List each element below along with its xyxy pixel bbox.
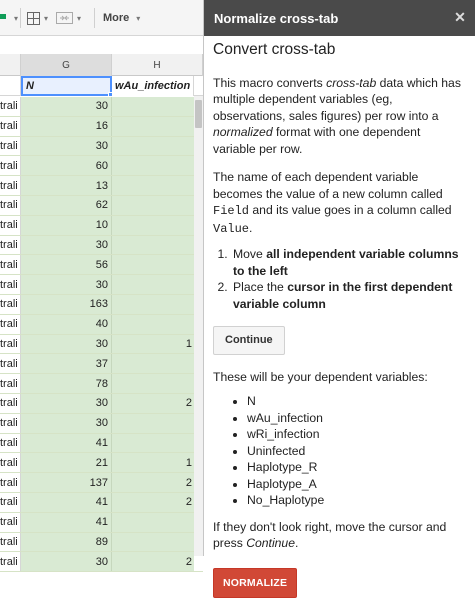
field-text: . (249, 221, 252, 235)
scrollbar-thumb[interactable] (195, 100, 202, 128)
cell-g[interactable]: 41 (21, 434, 112, 453)
table-row (0, 354, 203, 374)
table-row (0, 394, 203, 414)
variable-item: • wRi_infection (247, 426, 466, 443)
intro-text: format with one dependent variable per row. (213, 125, 420, 156)
variable-item: • No_Haplotype (247, 492, 466, 509)
paint-format-button[interactable] (0, 9, 18, 27)
field-code: Field (213, 204, 249, 218)
table-row (0, 414, 203, 434)
variables-intro: These will be your dependent variables: (213, 369, 466, 386)
step-text: Place the (233, 280, 287, 294)
table-row (0, 196, 203, 216)
active-cell-g[interactable]: N (21, 76, 112, 96)
cell-h[interactable] (112, 255, 194, 274)
cell-h[interactable] (112, 97, 194, 116)
table-row (0, 97, 203, 117)
table-row (0, 533, 203, 553)
step-strong: all independent variable columns to the left (233, 247, 459, 278)
normalize-button[interactable]: NORMALIZE (213, 568, 297, 598)
outro-text: . (295, 536, 298, 550)
cell-f[interactable]: trali (0, 414, 21, 433)
cell-f[interactable]: trali (0, 196, 21, 215)
more-label: More (103, 12, 129, 24)
cell-h[interactable]: 2 (112, 552, 194, 571)
intro-emphasis-cross-tab: cross-tab (326, 76, 376, 90)
step-item (231, 246, 466, 279)
table-row (0, 473, 203, 493)
cell-h[interactable]: 1 (112, 335, 194, 354)
cell-f[interactable]: trali (0, 473, 21, 492)
cell-h[interactable] (112, 156, 194, 175)
paint-bucket-icon (0, 12, 10, 24)
table-row (0, 335, 203, 355)
cell-f[interactable]: trali (0, 295, 21, 314)
data-rows (0, 97, 203, 572)
step-text: Move (233, 247, 266, 261)
cell-g[interactable]: 41 (21, 513, 112, 532)
cell-h[interactable]: 2 (112, 394, 194, 413)
cell-h[interactable] (112, 414, 194, 433)
step-item (231, 279, 466, 312)
cell-f[interactable]: trali (0, 533, 21, 552)
column-header-f[interactable] (0, 54, 21, 76)
outro-emphasis: Continue (246, 536, 295, 550)
sidebar-header-title: Normalize cross-tab (214, 11, 338, 26)
cell-f[interactable]: trali (0, 335, 21, 354)
table-row (0, 493, 203, 513)
table-row (0, 374, 203, 394)
table-row (0, 315, 203, 335)
variables-list (247, 393, 466, 509)
table-row (0, 255, 203, 275)
cell-g[interactable]: 30 (21, 335, 112, 354)
borders-icon (27, 12, 40, 25)
intro-emphasis-normalized: normalized (213, 125, 273, 139)
field-value-paragraph (213, 169, 466, 237)
table-row (0, 513, 203, 533)
table-row (0, 176, 203, 196)
cell-f[interactable]: trali (0, 434, 21, 453)
cell-h-header[interactable]: wAu_infection (112, 76, 194, 96)
sidebar (203, 0, 475, 556)
borders-button[interactable] (27, 9, 48, 27)
cell-g[interactable]: 41 (21, 493, 112, 512)
cell-g[interactable]: 137 (21, 473, 112, 492)
cell-f[interactable]: trali (0, 374, 21, 393)
toolbar-divider (94, 8, 95, 28)
cell-g[interactable]: 30 (21, 137, 112, 156)
cell-h[interactable] (112, 117, 194, 136)
toolbar-divider (20, 8, 21, 28)
continue-button[interactable]: Continue (213, 326, 285, 355)
cell-f[interactable]: trali (0, 117, 21, 136)
column-header-h[interactable]: H (112, 54, 203, 76)
header-data-row (0, 76, 203, 96)
table-row (0, 216, 203, 236)
cell-g[interactable]: 30 (21, 236, 112, 255)
outro-paragraph (213, 519, 466, 552)
vertical-scrollbar[interactable] (194, 96, 203, 556)
variable-item: • Haplotype_R (247, 459, 466, 476)
cell-f[interactable]: trali (0, 236, 21, 255)
field-text: The name of each dependent variable becomes the value of a new column called (213, 170, 443, 201)
cell-f-header[interactable] (0, 76, 21, 96)
cell-g[interactable]: 78 (21, 374, 112, 393)
cell-f[interactable]: trali (0, 137, 21, 156)
cell-f[interactable]: trali (0, 216, 21, 235)
cell-g[interactable]: 89 (21, 533, 112, 552)
cell-g[interactable]: 10 (21, 216, 112, 235)
table-row (0, 453, 203, 473)
cell-h[interactable] (112, 374, 194, 393)
intro-paragraph (213, 75, 466, 158)
close-icon[interactable]: ✕ (453, 10, 467, 24)
table-row (0, 156, 203, 176)
cell-g[interactable]: 40 (21, 315, 112, 334)
cell-h[interactable]: 2 (112, 493, 194, 512)
cell-h[interactable] (112, 434, 194, 453)
variable-item: • N (247, 393, 466, 410)
outro-text: If they don't look right, move the cursor and press (213, 520, 446, 551)
sidebar-title: Convert cross-tab (213, 42, 466, 59)
cell-h[interactable] (112, 216, 194, 235)
chevron-down-icon: ▾ (136, 14, 140, 23)
spreadsheet (0, 0, 203, 556)
table-row (0, 117, 203, 137)
variable-item: • Uninfected (247, 443, 466, 460)
cell-h[interactable] (112, 354, 194, 373)
cell-f[interactable]: trali (0, 97, 21, 116)
cell-f[interactable]: trali (0, 275, 21, 294)
step-strong: cursor in the first dependent variable column (233, 280, 452, 311)
cell-g[interactable]: 16 (21, 117, 112, 136)
cell-f[interactable]: trali (0, 156, 21, 175)
merge-cells-icon (56, 12, 73, 24)
cell-g[interactable]: 30 (21, 552, 112, 571)
cell-f[interactable]: trali (0, 176, 21, 195)
intro-text: data which has multiple dependent variables (eg, observations, sales figures) per row into a (213, 76, 461, 123)
cell-g[interactable]: 30 (21, 394, 112, 413)
table-row (0, 137, 203, 157)
cell-g[interactable]: 62 (21, 196, 112, 215)
cell-g[interactable]: 56 (21, 255, 112, 274)
merge-cells-button[interactable] (56, 9, 81, 27)
cell-f[interactable]: trali (0, 255, 21, 274)
table-row (0, 236, 203, 256)
cell-h[interactable]: 2 (112, 473, 194, 492)
cell-h[interactable] (112, 513, 194, 532)
cell-g[interactable]: 30 (21, 97, 112, 116)
cell-f[interactable]: trali (0, 552, 21, 571)
cell-g[interactable]: 30 (21, 275, 112, 294)
cell-g[interactable]: 163 (21, 295, 112, 314)
intro-text: This macro converts (213, 76, 326, 90)
chevron-down-icon: ▾ (44, 14, 48, 23)
table-row (0, 295, 203, 315)
cell-f[interactable]: trali (0, 453, 21, 472)
cell-h[interactable] (112, 275, 194, 294)
cell-g[interactable]: 60 (21, 156, 112, 175)
cell-h[interactable] (112, 315, 194, 334)
cell-g[interactable]: 21 (21, 453, 112, 472)
field-text: and its value goes in a column called (249, 203, 452, 217)
cell-h[interactable] (112, 137, 194, 156)
instruction-steps (231, 246, 466, 312)
table-row (0, 434, 203, 454)
cell-h[interactable] (112, 176, 194, 195)
cell-g[interactable]: 30 (21, 414, 112, 433)
cell-h[interactable] (112, 236, 194, 255)
cell-g[interactable]: 13 (21, 176, 112, 195)
cell-g[interactable]: 37 (21, 354, 112, 373)
cell-h[interactable] (112, 196, 194, 215)
sidebar-body (204, 36, 475, 598)
cell-f[interactable]: trali (0, 354, 21, 373)
cell-f[interactable]: trali (0, 315, 21, 334)
chevron-down-icon: ▾ (77, 14, 81, 23)
column-header-g[interactable]: G (21, 54, 112, 76)
table-row (0, 275, 203, 295)
more-button[interactable] (103, 9, 140, 27)
variable-item: • wAu_infection (247, 410, 466, 427)
cell-h[interactable] (112, 533, 194, 552)
chevron-down-icon: ▾ (14, 14, 18, 23)
cell-h[interactable]: 1 (112, 453, 194, 472)
variable-item: • Haplotype_A (247, 476, 466, 493)
table-row (0, 552, 203, 572)
toolbar (0, 0, 203, 36)
value-code: Value (213, 222, 249, 236)
cell-f[interactable]: trali (0, 493, 21, 512)
cell-f[interactable]: trali (0, 513, 21, 532)
cell-f[interactable]: trali (0, 394, 21, 413)
cell-h[interactable] (112, 295, 194, 314)
sidebar-header (204, 0, 475, 36)
column-header-row (0, 54, 203, 76)
